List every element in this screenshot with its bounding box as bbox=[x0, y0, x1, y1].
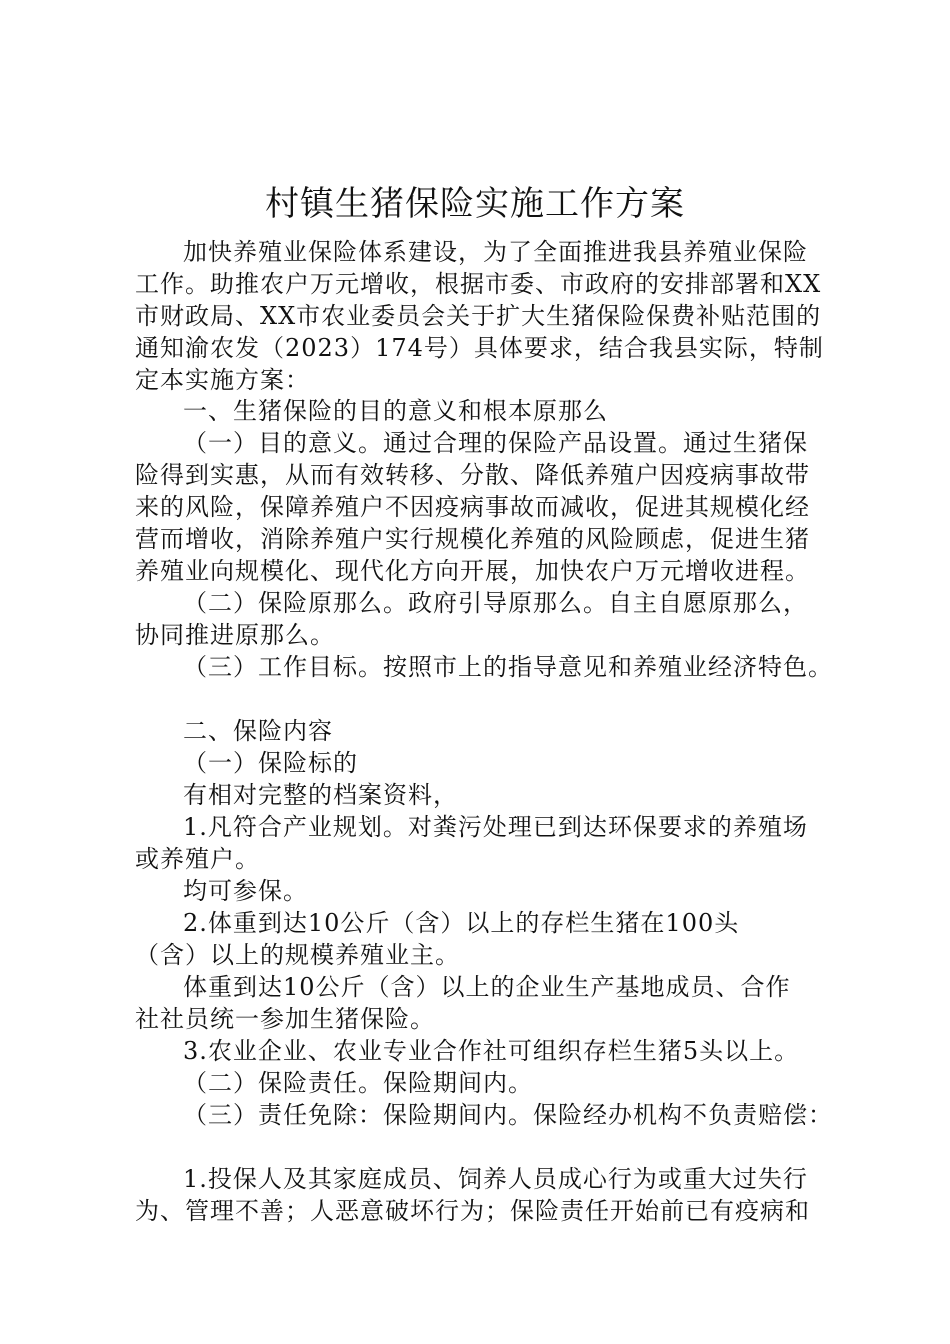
paragraph-line: 社社员统一参加生猪保险。 bbox=[135, 1005, 435, 1033]
paragraph-line: 来的风险，保障养殖户不因疫病事故而减收，促进其规模化经 bbox=[135, 493, 810, 521]
paragraph-line: 协同推进原那么。 bbox=[135, 621, 335, 649]
paragraph-line: 工作。助推农户万元增收，根据市委、市政府的安排部署和XX bbox=[135, 270, 822, 298]
subsection-heading: （三）责任免除：保险期间内。保险经办机构不负责赔偿： bbox=[183, 1101, 833, 1129]
paragraph-line: 2.体重到达10公斤（含）以上的存栏生猪在100头 bbox=[183, 909, 740, 937]
paragraph-line: 3.农业企业、农业专业合作社可组织存栏生猪5头以上。 bbox=[183, 1037, 800, 1065]
paragraph-line: （二）保险原那么。政府引导原那么。自主自愿原那么， bbox=[183, 589, 808, 617]
paragraph-line: 均可参保。 bbox=[183, 877, 308, 905]
paragraph-line: （三）工作目标。按照市上的指导意见和养殖业经济特色。 bbox=[183, 653, 833, 681]
paragraph-line: 1.凡符合产业规划。对粪污处理已到达环保要求的养殖场 bbox=[183, 813, 808, 841]
paragraph-line: 或养殖户。 bbox=[135, 845, 260, 873]
paragraph-line: 市财政局、XX市农业委员会关于扩大生猪保险保费补贴范围的 bbox=[135, 302, 822, 330]
paragraph-line: 营而增收，消除养殖户实行规模化养殖的风险顾虑，促进生猪 bbox=[135, 525, 810, 553]
subsection-heading: （二）保险责任。保险期间内。 bbox=[183, 1069, 533, 1097]
paragraph-line: （含）以上的规模养殖业主。 bbox=[135, 941, 460, 969]
paragraph-line: 有相对完整的档案资料， bbox=[183, 781, 458, 809]
paragraph-line: 险得到实惠，从而有效转移、分散、降低养殖户因疫病事故带 bbox=[135, 461, 810, 489]
paragraph-line: 1.投保人及其家庭成员、饲养人员成心行为或重大过失行 bbox=[183, 1165, 808, 1193]
section-heading: 一、生猪保险的目的意义和根本原那么 bbox=[183, 397, 608, 425]
subsection-heading: （一）保险标的 bbox=[183, 749, 358, 777]
paragraph-line: 加快养殖业保险体系建设，为了全面推进我县养殖业保险 bbox=[183, 238, 808, 266]
paragraph-line: 通知渝农发（2023）174号）具体要求，结合我县实际，特制 bbox=[135, 334, 824, 362]
section-heading: 二、保险内容 bbox=[183, 717, 333, 745]
document-title: 村镇生猪保险实施工作方案 bbox=[265, 184, 685, 224]
paragraph-line: 体重到达10公斤（含）以上的企业生产基地成员、合作 bbox=[183, 973, 791, 1001]
paragraph-line: （一）目的意义。通过合理的保险产品设置。通过生猪保 bbox=[183, 429, 808, 457]
paragraph-line: 为、管理不善；人恶意破坏行为；保险责任开始前已有疫病和 bbox=[135, 1197, 810, 1225]
paragraph-line: 养殖业向规模化、现代化方向开展，加快农户万元增收进程。 bbox=[135, 557, 810, 585]
paragraph-line: 定本实施方案： bbox=[135, 366, 310, 394]
